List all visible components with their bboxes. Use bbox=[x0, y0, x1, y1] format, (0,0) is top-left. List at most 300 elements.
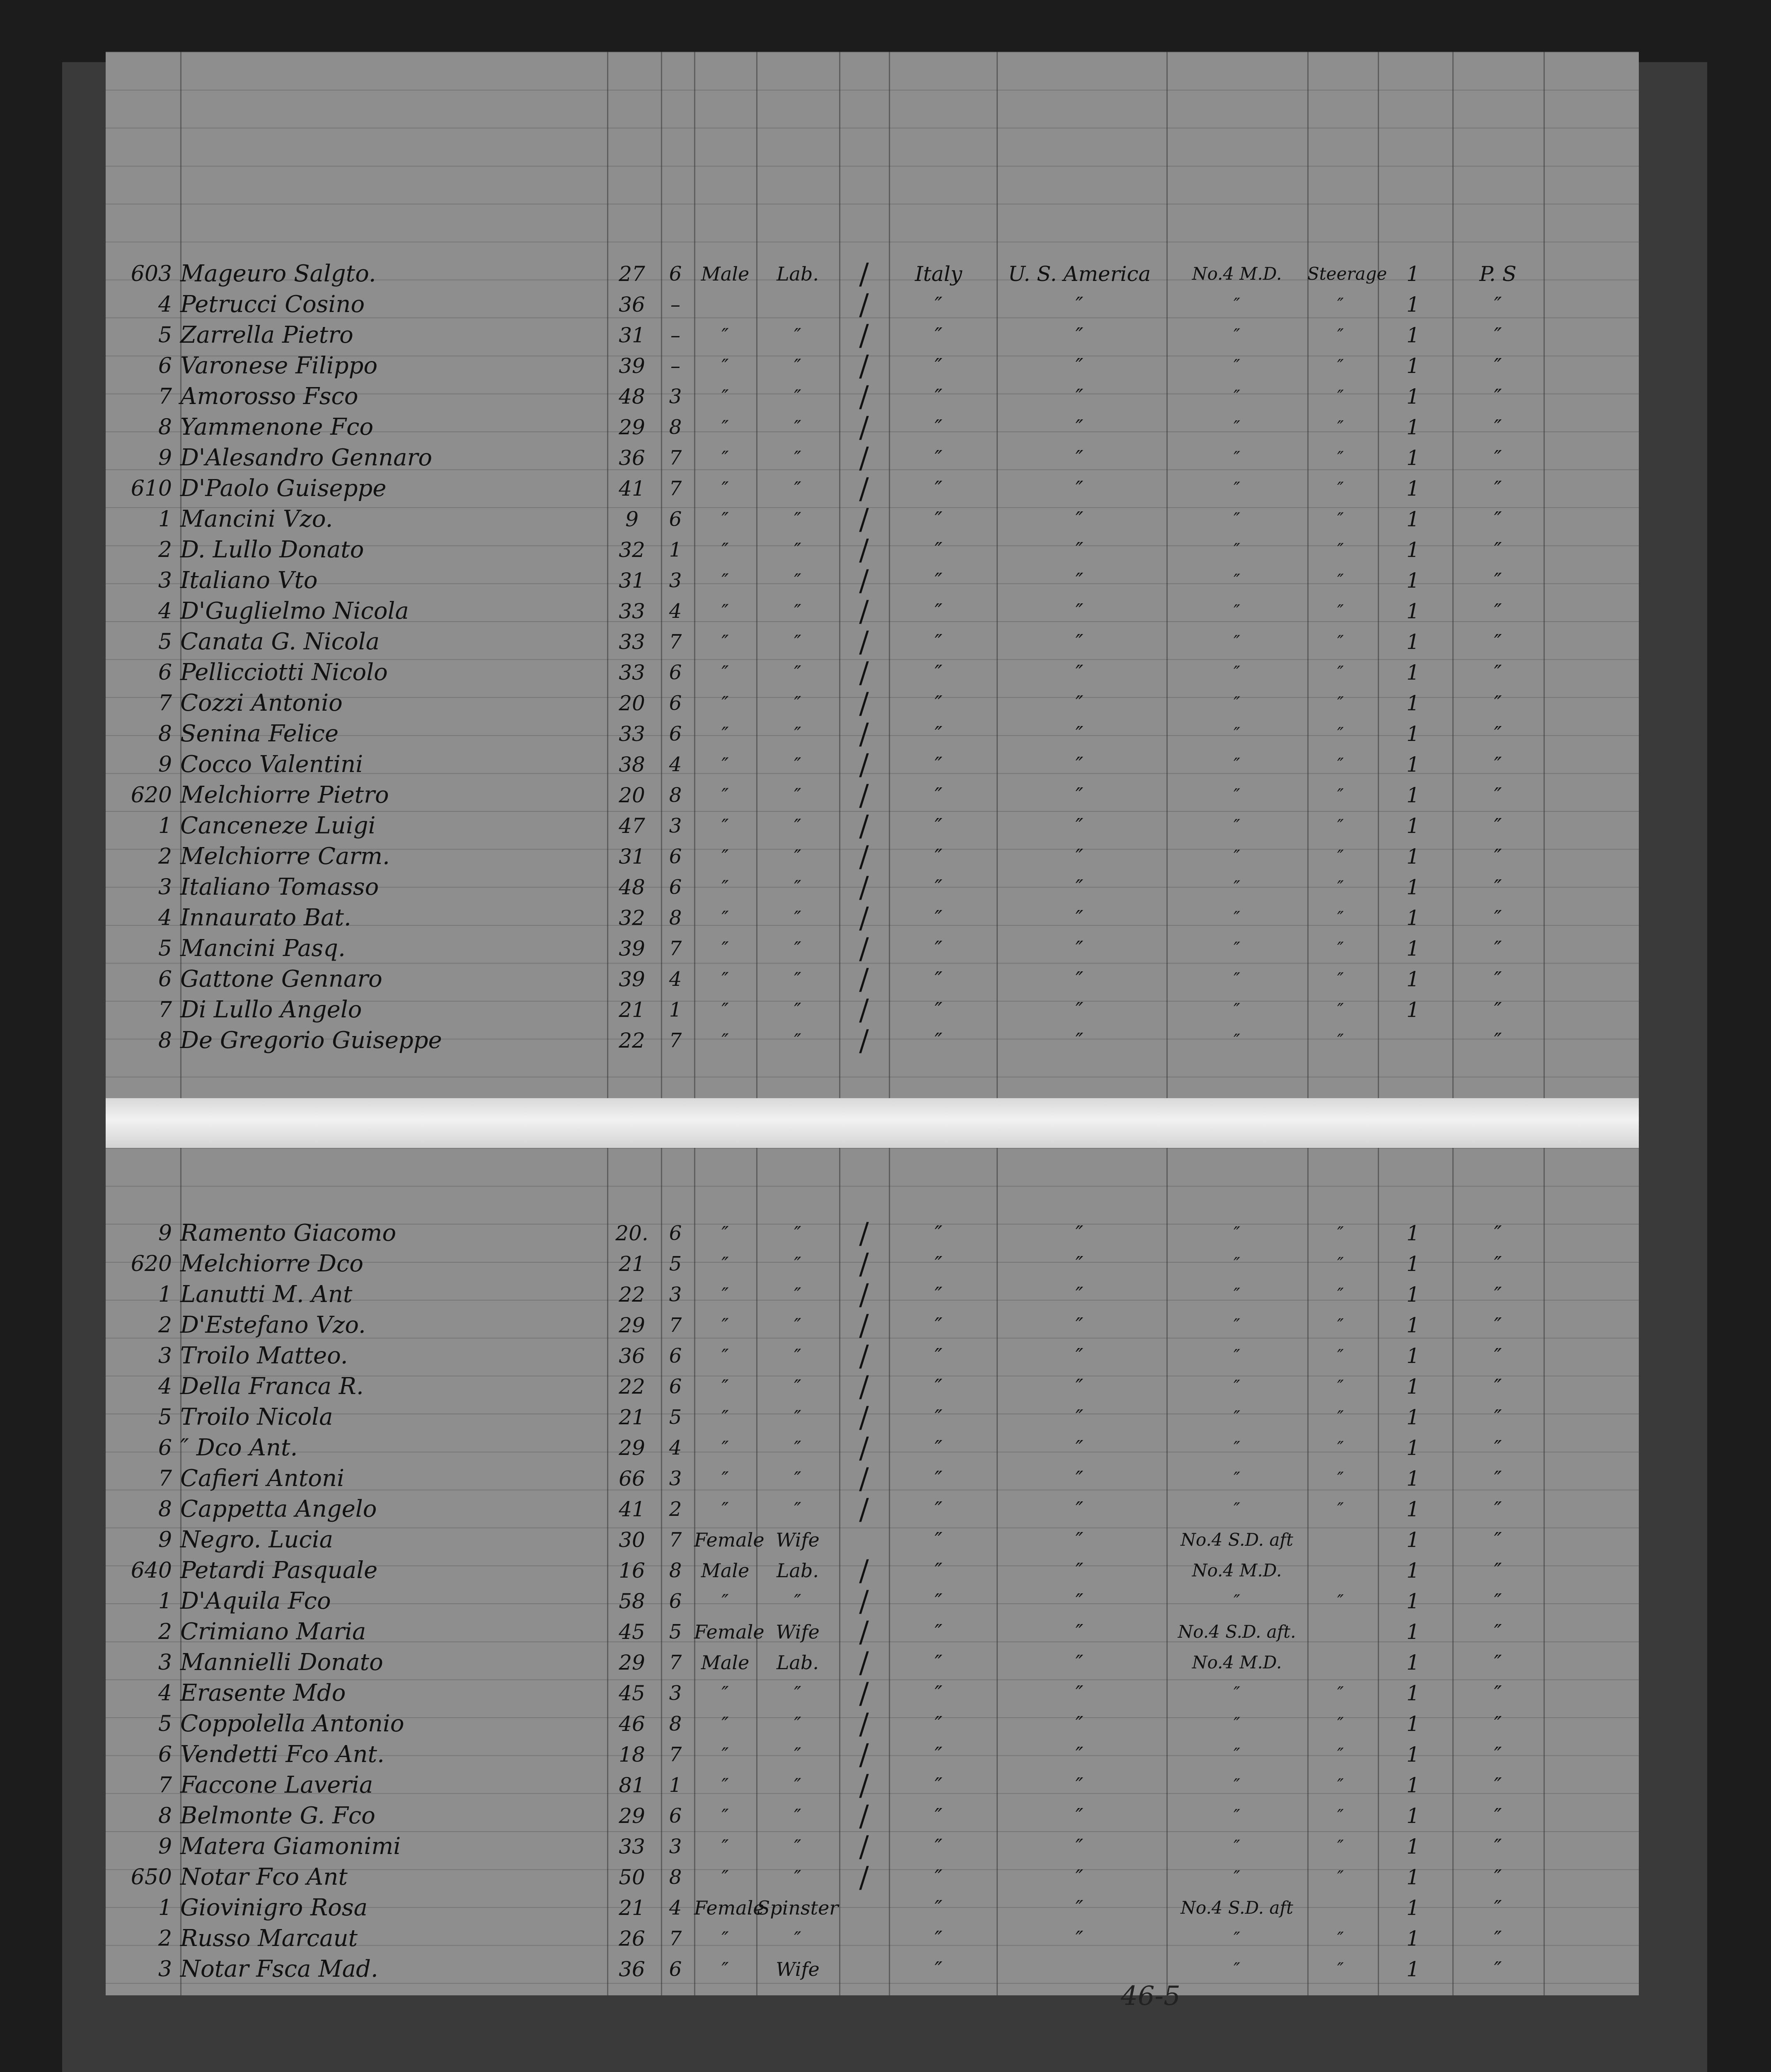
location-on-ship-cell: No.4 S.D. aft bbox=[1181, 1898, 1293, 1918]
baggage-pieces-cell: 1 bbox=[1406, 1927, 1420, 1951]
entry-number-cell: 2 bbox=[158, 844, 172, 869]
age-months-cell: 8 bbox=[669, 1866, 682, 1889]
entry-number-cell: 640 bbox=[131, 1558, 172, 1583]
age-years-cell: 36 bbox=[619, 1344, 645, 1368]
sex-cell: ″ bbox=[721, 1805, 729, 1827]
passenger-name-cell: D'Estefano Vzo. bbox=[180, 1312, 366, 1339]
sex-cell: ″ bbox=[721, 1253, 729, 1275]
age-months-cell: 6 bbox=[669, 692, 682, 715]
age-months-cell: 6 bbox=[669, 508, 682, 531]
occupation-cell: ″ bbox=[794, 1406, 801, 1428]
sex-cell: ″ bbox=[721, 447, 729, 469]
remarks-cell: ″ bbox=[1494, 1773, 1502, 1797]
age-years-cell: 48 bbox=[619, 875, 645, 899]
location-on-ship-cell: ″ bbox=[1234, 1806, 1240, 1826]
passenger-name-cell: Petardi Pasquale bbox=[180, 1557, 378, 1584]
passage-class-cell: ″ bbox=[1337, 386, 1344, 407]
occupation-cell: ″ bbox=[794, 1222, 801, 1244]
tally-mark-cell: / bbox=[859, 1738, 869, 1772]
passage-class-cell: ″ bbox=[1337, 1254, 1344, 1274]
sex-cell: ″ bbox=[721, 1498, 729, 1520]
passage-class-cell: ″ bbox=[1337, 908, 1344, 928]
remarks-cell: ″ bbox=[1494, 1405, 1502, 1429]
destination-cell: ″ bbox=[1075, 1221, 1084, 1245]
country-cell: ″ bbox=[934, 1589, 943, 1613]
location-on-ship-cell: ″ bbox=[1234, 325, 1240, 345]
country-cell: ″ bbox=[934, 1620, 943, 1644]
age-months-cell: 6 bbox=[669, 262, 682, 286]
baggage-pieces-cell: 1 bbox=[1406, 1252, 1420, 1276]
country-cell: ″ bbox=[934, 1957, 943, 1981]
location-on-ship-cell: ″ bbox=[1234, 570, 1240, 591]
occupation-cell: ″ bbox=[794, 692, 801, 714]
location-on-ship-cell: ″ bbox=[1234, 1254, 1240, 1274]
age-years-cell: 38 bbox=[619, 753, 645, 777]
baggage-pieces-cell: 1 bbox=[1406, 1559, 1420, 1583]
sex-cell: ″ bbox=[721, 661, 729, 684]
remarks-cell: ″ bbox=[1494, 1835, 1502, 1859]
destination-cell: ″ bbox=[1075, 1773, 1084, 1797]
location-on-ship-cell: ″ bbox=[1234, 1744, 1240, 1765]
baggage-pieces-cell: 1 bbox=[1406, 998, 1420, 1022]
occupation-cell: ″ bbox=[794, 723, 801, 745]
remarks-cell: ″ bbox=[1494, 507, 1502, 531]
passenger-name-cell: Faccone Laveria bbox=[180, 1772, 373, 1798]
baggage-pieces-cell: 1 bbox=[1406, 599, 1420, 623]
country-cell: ″ bbox=[934, 630, 943, 654]
age-months-cell: 6 bbox=[669, 661, 682, 684]
location-on-ship-cell: ″ bbox=[1234, 1284, 1240, 1305]
age-months-cell: – bbox=[670, 354, 680, 378]
occupation-cell: ″ bbox=[794, 1283, 801, 1306]
baggage-pieces-cell: 1 bbox=[1406, 1804, 1420, 1828]
occupation-cell: ″ bbox=[794, 1590, 801, 1612]
destination-cell: ″ bbox=[1075, 599, 1084, 623]
passenger-name-cell: Gattone Gennaro bbox=[180, 966, 382, 992]
sex-cell: ″ bbox=[721, 1345, 729, 1367]
baggage-pieces-cell: 1 bbox=[1406, 1589, 1420, 1613]
location-on-ship-cell: No.4 M.D. bbox=[1192, 264, 1282, 284]
sex-cell: ″ bbox=[721, 907, 729, 929]
tally-mark-cell: / bbox=[859, 502, 869, 536]
remarks-cell: ″ bbox=[1494, 1029, 1502, 1053]
age-months-cell: 7 bbox=[669, 1743, 682, 1766]
country-cell: ″ bbox=[934, 691, 943, 715]
age-years-cell: 46 bbox=[619, 1712, 645, 1736]
passenger-name-cell: Senina Felice bbox=[180, 720, 339, 747]
remarks-cell: ″ bbox=[1494, 1589, 1502, 1613]
occupation-cell: ″ bbox=[794, 1713, 801, 1735]
country-cell: ″ bbox=[934, 446, 943, 470]
age-months-cell: 5 bbox=[669, 1406, 682, 1429]
age-years-cell: 33 bbox=[619, 661, 645, 685]
tally-mark-cell: / bbox=[859, 748, 869, 782]
passenger-name-cell: Melchiorre Dco bbox=[180, 1250, 363, 1277]
passage-class-cell: ″ bbox=[1337, 816, 1344, 836]
country-cell: ″ bbox=[934, 1681, 943, 1705]
entry-number-cell: 7 bbox=[158, 997, 172, 1022]
baggage-pieces-cell: 1 bbox=[1406, 967, 1420, 991]
passenger-name-cell: Cappetta Angelo bbox=[180, 1496, 377, 1523]
age-months-cell: 6 bbox=[669, 1375, 682, 1398]
occupation-cell: ″ bbox=[794, 661, 801, 684]
entry-number-cell: 8 bbox=[158, 1028, 172, 1053]
location-on-ship-cell: ″ bbox=[1234, 294, 1240, 315]
passage-class-cell: ″ bbox=[1337, 570, 1344, 591]
passage-class-cell: ″ bbox=[1337, 1959, 1344, 1979]
destination-cell: ″ bbox=[1075, 1589, 1084, 1613]
destination-cell: ″ bbox=[1075, 1029, 1084, 1053]
occupation-cell: ″ bbox=[794, 1498, 801, 1520]
age-months-cell: 4 bbox=[669, 753, 682, 776]
baggage-pieces-cell: 1 bbox=[1406, 262, 1420, 286]
passenger-name-cell: Coppolella Antonio bbox=[180, 1710, 404, 1737]
remarks-cell: ″ bbox=[1494, 967, 1502, 991]
occupation-cell: ″ bbox=[794, 1835, 801, 1858]
remarks-cell: ″ bbox=[1494, 845, 1502, 869]
destination-cell: ″ bbox=[1075, 1405, 1084, 1429]
tally-mark-cell: / bbox=[859, 686, 869, 720]
baggage-pieces-cell: 1 bbox=[1406, 783, 1420, 807]
tally-mark-cell: / bbox=[859, 656, 869, 690]
passenger-name-cell: ″ Dco Ant. bbox=[180, 1434, 298, 1461]
occupation-cell: ″ bbox=[794, 631, 801, 653]
sex-cell: Male bbox=[701, 263, 750, 285]
remarks-cell: ″ bbox=[1494, 1896, 1502, 1920]
remarks-cell: ″ bbox=[1494, 783, 1502, 807]
passenger-name-cell: Innaurato Bat. bbox=[180, 904, 351, 931]
entry-number-cell: 7 bbox=[158, 1466, 172, 1491]
age-months-cell: 7 bbox=[669, 630, 682, 654]
passenger-name-cell: Canceneze Luigi bbox=[180, 812, 376, 839]
occupation-cell: ″ bbox=[794, 999, 801, 1021]
country-cell: ″ bbox=[934, 1344, 943, 1368]
tape-strip bbox=[106, 1098, 1639, 1152]
age-years-cell: 31 bbox=[619, 845, 645, 869]
passage-class-cell: ″ bbox=[1337, 1030, 1344, 1051]
age-months-cell: 7 bbox=[669, 477, 682, 500]
country-cell: ″ bbox=[934, 1559, 943, 1583]
passage-class-cell: ″ bbox=[1337, 1223, 1344, 1243]
occupation-cell: ″ bbox=[794, 508, 801, 530]
location-on-ship-cell: ″ bbox=[1234, 877, 1240, 897]
remarks-cell: ″ bbox=[1494, 753, 1502, 777]
entry-number-cell: 5 bbox=[158, 323, 172, 348]
age-years-cell: 39 bbox=[619, 937, 645, 961]
passage-class-cell: ″ bbox=[1337, 1468, 1344, 1489]
remarks-cell: ″ bbox=[1494, 630, 1502, 654]
sex-cell: ″ bbox=[721, 1835, 729, 1858]
country-cell: ″ bbox=[934, 1029, 943, 1053]
passage-class-cell: ″ bbox=[1337, 754, 1344, 775]
entry-number-cell: 8 bbox=[158, 415, 172, 440]
passenger-name-cell: Belmonte G. Fco bbox=[180, 1802, 375, 1829]
passage-class-cell: ″ bbox=[1337, 325, 1344, 345]
occupation-cell: ″ bbox=[794, 1866, 801, 1888]
remarks-cell: ″ bbox=[1494, 385, 1502, 409]
baggage-pieces-cell: 1 bbox=[1406, 1896, 1420, 1920]
remarks-cell: ″ bbox=[1494, 538, 1502, 562]
passenger-name-cell: Mannielli Donato bbox=[180, 1649, 383, 1676]
sex-cell: ″ bbox=[721, 477, 729, 500]
tally-mark-cell: / bbox=[859, 1492, 869, 1526]
entry-number-cell: 1 bbox=[158, 813, 172, 838]
passenger-name-cell: Ramento Giacomo bbox=[180, 1220, 397, 1247]
country-cell: ″ bbox=[934, 1313, 943, 1337]
country-cell: ″ bbox=[934, 1835, 943, 1859]
destination-cell: ″ bbox=[1075, 385, 1084, 409]
entry-number-cell: 8 bbox=[158, 1803, 172, 1828]
sex-cell: ″ bbox=[721, 784, 729, 806]
sex-cell: Female bbox=[694, 1529, 765, 1551]
location-on-ship-cell: ″ bbox=[1234, 509, 1240, 529]
location-on-ship-cell: ″ bbox=[1234, 1438, 1240, 1458]
baggage-pieces-cell: 1 bbox=[1406, 1313, 1420, 1337]
sex-cell: ″ bbox=[721, 385, 729, 408]
entry-number-cell: 9 bbox=[158, 1221, 172, 1246]
entry-number-cell: 620 bbox=[131, 783, 172, 808]
destination-cell: ″ bbox=[1075, 1712, 1084, 1736]
entry-number-cell: 1 bbox=[158, 507, 172, 532]
location-on-ship-cell: No.4 M.D. bbox=[1192, 1560, 1282, 1581]
passage-class-cell: ″ bbox=[1337, 417, 1344, 437]
baggage-pieces-cell: 1 bbox=[1406, 1773, 1420, 1797]
country-cell: ″ bbox=[934, 569, 943, 593]
remarks-cell: ″ bbox=[1494, 1681, 1502, 1705]
tally-mark-cell: / bbox=[859, 380, 869, 414]
sex-cell: Female bbox=[694, 1621, 765, 1643]
occupation-cell: ″ bbox=[794, 1314, 801, 1336]
age-years-cell: 32 bbox=[619, 538, 645, 562]
country-cell: ″ bbox=[934, 599, 943, 623]
sex-cell: ″ bbox=[721, 1590, 729, 1612]
location-on-ship-cell: ″ bbox=[1234, 1867, 1240, 1887]
occupation-cell: Spinster bbox=[757, 1897, 839, 1919]
location-on-ship-cell: ″ bbox=[1234, 386, 1240, 407]
destination-cell: ″ bbox=[1075, 1559, 1084, 1583]
remarks-cell: ″ bbox=[1494, 1743, 1502, 1767]
age-years-cell: 29 bbox=[619, 1436, 645, 1460]
remarks-cell: ″ bbox=[1494, 1221, 1502, 1245]
country-cell: ″ bbox=[934, 875, 943, 899]
tally-mark-cell: / bbox=[859, 564, 869, 598]
remarks-cell: ″ bbox=[1494, 1927, 1502, 1951]
location-on-ship-cell: ″ bbox=[1234, 938, 1240, 959]
entry-number-cell: 7 bbox=[158, 384, 172, 409]
destination-cell: ″ bbox=[1075, 998, 1084, 1022]
remarks-cell: ″ bbox=[1494, 1344, 1502, 1368]
passage-class-cell: ″ bbox=[1337, 785, 1344, 805]
destination-cell: ″ bbox=[1075, 630, 1084, 654]
remarks-cell: ″ bbox=[1494, 998, 1502, 1022]
occupation-cell: ″ bbox=[794, 1743, 801, 1766]
entry-number-cell: 4 bbox=[158, 292, 172, 317]
age-years-cell: 36 bbox=[619, 1957, 645, 1981]
location-on-ship-cell: No.4 S.D. aft. bbox=[1178, 1622, 1296, 1642]
remarks-cell: ″ bbox=[1494, 1283, 1502, 1307]
remarks-cell: ″ bbox=[1494, 1651, 1502, 1675]
occupation-cell: Wife bbox=[776, 1621, 820, 1643]
occupation-cell: ″ bbox=[794, 355, 801, 377]
baggage-pieces-cell: 1 bbox=[1406, 477, 1420, 501]
baggage-pieces-cell: 1 bbox=[1406, 845, 1420, 869]
occupation-cell: ″ bbox=[794, 385, 801, 408]
remarks-cell: ″ bbox=[1494, 415, 1502, 439]
tally-mark-cell: / bbox=[859, 1339, 869, 1373]
baggage-pieces-cell: 1 bbox=[1406, 937, 1420, 961]
sex-cell: ″ bbox=[721, 416, 729, 438]
remarks-cell: ″ bbox=[1494, 1865, 1502, 1889]
baggage-pieces-cell: 1 bbox=[1406, 1743, 1420, 1767]
passenger-name-cell: Italiano Tomasso bbox=[180, 874, 379, 900]
remarks-cell: ″ bbox=[1494, 875, 1502, 899]
country-cell: ″ bbox=[934, 323, 943, 347]
remarks-cell: ″ bbox=[1494, 1436, 1502, 1460]
country-cell: ″ bbox=[934, 1497, 943, 1521]
age-years-cell: 33 bbox=[619, 630, 645, 654]
age-months-cell: 6 bbox=[669, 1590, 682, 1613]
tally-mark-cell: / bbox=[859, 1400, 869, 1434]
entry-number-cell: 8 bbox=[158, 1497, 172, 1522]
passage-class-cell: ″ bbox=[1337, 1591, 1344, 1611]
entry-number-cell: 3 bbox=[158, 568, 172, 593]
country-cell: ″ bbox=[934, 998, 943, 1022]
location-on-ship-cell: ″ bbox=[1234, 816, 1240, 836]
tally-mark-cell: / bbox=[859, 533, 869, 567]
location-on-ship-cell: No.4 M.D. bbox=[1192, 1652, 1282, 1673]
passage-class-cell: ″ bbox=[1337, 969, 1344, 989]
passage-class-cell: ″ bbox=[1337, 1438, 1344, 1458]
destination-cell: U. S. America bbox=[1008, 262, 1151, 286]
sex-cell: ″ bbox=[721, 1222, 729, 1244]
country-cell: ″ bbox=[934, 967, 943, 991]
location-on-ship-cell: ″ bbox=[1234, 754, 1240, 775]
passage-class-cell: ″ bbox=[1337, 1744, 1344, 1765]
destination-cell: ″ bbox=[1075, 661, 1084, 685]
remarks-cell: ″ bbox=[1494, 446, 1502, 470]
tally-mark-cell: / bbox=[859, 1768, 869, 1802]
entry-number-cell: 2 bbox=[158, 1619, 172, 1644]
baggage-pieces-cell: 1 bbox=[1406, 1681, 1420, 1705]
sex-cell: ″ bbox=[721, 631, 729, 653]
location-on-ship-cell: ″ bbox=[1234, 908, 1240, 928]
baggage-pieces-cell: 1 bbox=[1406, 1436, 1420, 1460]
occupation-cell: Lab. bbox=[776, 1651, 819, 1674]
occupation-cell: Lab. bbox=[776, 1559, 819, 1582]
age-years-cell: 31 bbox=[619, 323, 645, 347]
passenger-name-cell: Petrucci Cosino bbox=[180, 291, 365, 318]
age-years-cell: 22 bbox=[619, 1375, 645, 1399]
baggage-pieces-cell: 1 bbox=[1406, 538, 1420, 562]
tally-mark-cell: / bbox=[859, 1278, 869, 1312]
country-cell: ″ bbox=[934, 906, 943, 930]
age-years-cell: 29 bbox=[619, 1313, 645, 1337]
age-months-cell: 4 bbox=[669, 1436, 682, 1460]
age-months-cell: 7 bbox=[669, 1651, 682, 1674]
destination-cell: ″ bbox=[1075, 1375, 1084, 1399]
tally-mark-cell: / bbox=[859, 717, 869, 751]
destination-cell: ″ bbox=[1075, 937, 1084, 961]
age-months-cell: 3 bbox=[669, 1835, 682, 1858]
sex-cell: ″ bbox=[721, 1774, 729, 1796]
entry-number-cell: 9 bbox=[158, 445, 172, 470]
location-on-ship-cell: ″ bbox=[1234, 1775, 1240, 1795]
baggage-pieces-cell: 1 bbox=[1406, 354, 1420, 378]
entry-number-cell: 5 bbox=[158, 936, 172, 961]
age-years-cell: 18 bbox=[619, 1743, 645, 1767]
passage-class-cell: ″ bbox=[1337, 693, 1344, 713]
passenger-name-cell: Lanutti M. Ant bbox=[180, 1281, 353, 1308]
remarks-cell: ″ bbox=[1494, 1528, 1502, 1552]
tally-mark-cell: / bbox=[859, 1431, 869, 1465]
passage-class-cell: ″ bbox=[1337, 1836, 1344, 1857]
remarks-cell: ″ bbox=[1494, 906, 1502, 930]
remarks-cell: ″ bbox=[1494, 569, 1502, 593]
age-months-cell: 6 bbox=[669, 876, 682, 899]
baggage-pieces-cell: 1 bbox=[1406, 1344, 1420, 1368]
sex-cell: ″ bbox=[721, 1029, 729, 1052]
sex-cell: ″ bbox=[721, 1314, 729, 1336]
age-months-cell: 5 bbox=[669, 1252, 682, 1276]
tally-mark-cell: / bbox=[859, 349, 869, 383]
occupation-cell: ″ bbox=[794, 784, 801, 806]
remarks-cell: ″ bbox=[1494, 1559, 1502, 1583]
age-months-cell: 1 bbox=[669, 538, 682, 562]
tally-mark-cell: / bbox=[859, 288, 869, 322]
passage-class-cell: ″ bbox=[1337, 1775, 1344, 1795]
baggage-pieces-cell: 1 bbox=[1406, 691, 1420, 715]
age-months-cell: 6 bbox=[669, 845, 682, 868]
sex-cell: ″ bbox=[721, 845, 729, 868]
passenger-name-cell: Notar Fco Ant bbox=[180, 1864, 348, 1890]
passenger-name-cell: Amorosso Fsco bbox=[180, 383, 358, 410]
passenger-name-cell: Notar Fsca Mad. bbox=[180, 1956, 378, 1982]
sex-cell: ″ bbox=[721, 1958, 729, 1980]
age-months-cell: 5 bbox=[669, 1620, 682, 1644]
tally-mark-cell: / bbox=[859, 993, 869, 1027]
entry-number-cell: 2 bbox=[158, 537, 172, 562]
destination-cell: ″ bbox=[1075, 1313, 1084, 1337]
country-cell: ″ bbox=[934, 845, 943, 869]
passenger-name-cell: Erasente Mdo bbox=[180, 1680, 346, 1706]
occupation-cell: ″ bbox=[794, 447, 801, 469]
passenger-name-cell: Giovinigro Rosa bbox=[180, 1894, 368, 1921]
destination-cell: ″ bbox=[1075, 845, 1084, 869]
passenger-name-cell: Pellicciotti Nicolo bbox=[180, 659, 388, 686]
age-months-cell: – bbox=[670, 293, 680, 316]
location-on-ship-cell: ″ bbox=[1234, 693, 1240, 713]
passenger-name-cell: Melchiorre Pietro bbox=[180, 782, 389, 808]
age-months-cell: 7 bbox=[669, 1029, 682, 1052]
destination-cell: ″ bbox=[1075, 1467, 1084, 1491]
location-on-ship-cell: ″ bbox=[1234, 1030, 1240, 1051]
age-months-cell: 8 bbox=[669, 906, 682, 929]
age-months-cell: 6 bbox=[669, 1804, 682, 1828]
passenger-name-cell: Melchiorre Carm. bbox=[180, 843, 390, 870]
country-cell: ″ bbox=[934, 1221, 943, 1245]
age-years-cell: 41 bbox=[619, 477, 645, 501]
baggage-pieces-cell: 1 bbox=[1406, 1497, 1420, 1521]
destination-cell: ″ bbox=[1075, 1681, 1084, 1705]
age-years-cell: 47 bbox=[619, 814, 645, 838]
passage-class-cell: ″ bbox=[1337, 1928, 1344, 1949]
destination-cell: ″ bbox=[1075, 753, 1084, 777]
passenger-name-cell: D'Aquila Fco bbox=[180, 1588, 331, 1615]
location-on-ship-cell: ″ bbox=[1234, 1836, 1240, 1857]
remarks-cell: ″ bbox=[1494, 937, 1502, 961]
tally-mark-cell: / bbox=[859, 1024, 869, 1058]
baggage-pieces-cell: 1 bbox=[1406, 507, 1420, 531]
